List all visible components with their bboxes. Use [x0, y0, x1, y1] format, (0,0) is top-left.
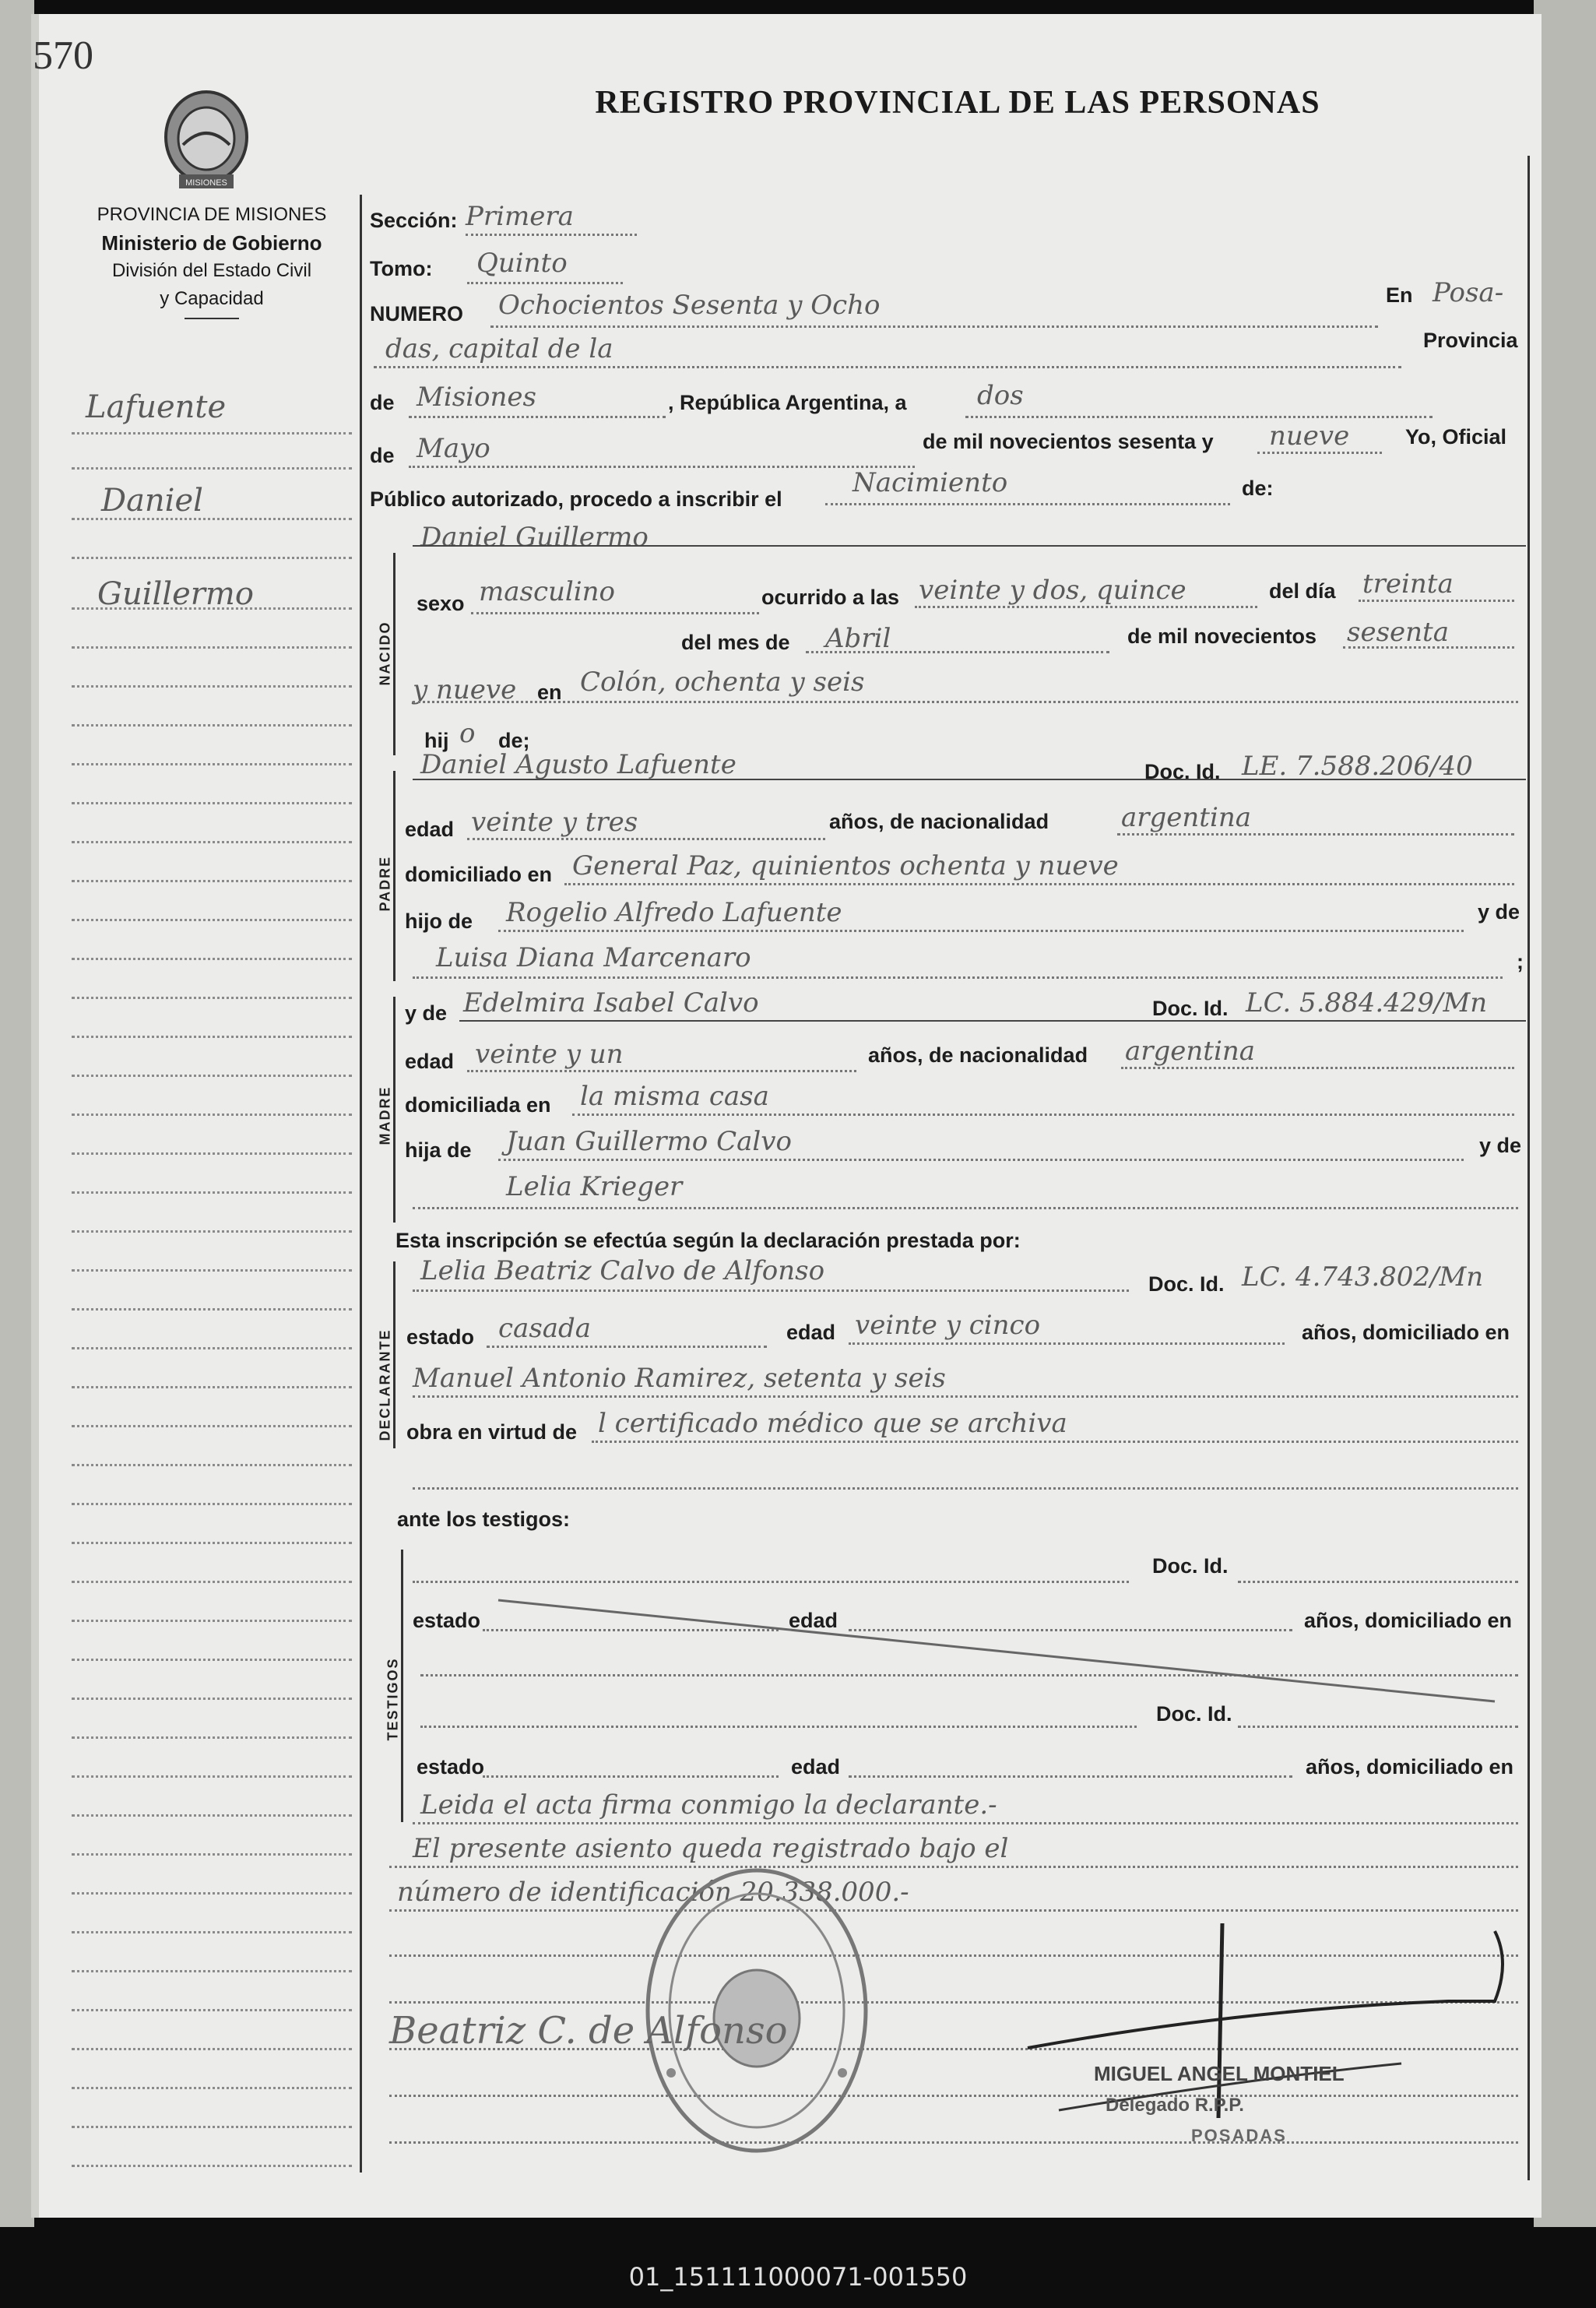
- margin-surname: Lafuente: [86, 389, 227, 425]
- field-line: [1359, 600, 1514, 602]
- field-line: [413, 1395, 1518, 1398]
- declarante-name: Lelia Beatriz Calvo de Alfonso: [420, 1255, 825, 1286]
- field-line: [389, 1909, 1518, 1912]
- en-value: Posa-: [1433, 277, 1504, 308]
- declarante-obra-label: obra en virtud de: [406, 1420, 578, 1444]
- madre-doc-value: LC. 5.884.429/Mn: [1246, 987, 1488, 1019]
- official-name: MIGUEL ANGEL MONTIEL: [1094, 2062, 1345, 2085]
- field-line: [413, 976, 1503, 979]
- lugar-value: Colón, ochenta y seis: [580, 667, 865, 698]
- testigos-side-label: TESTIGOS: [385, 1657, 401, 1741]
- issuer-ministry: Ministerio de Gobierno: [101, 231, 322, 255]
- republica-label: , República Argentina, a: [668, 391, 907, 414]
- margin-line: [72, 1698, 352, 1700]
- testigo2-estado-label: estado: [417, 1755, 485, 1778]
- madre-y-de-label: y de: [405, 1001, 448, 1025]
- tomo-value: Quinto: [476, 248, 568, 279]
- hora-value: veinte y dos, quince: [919, 575, 1186, 606]
- field-line: [849, 1342, 1285, 1345]
- document-title: REGISTRO PROVINCIAL DE LAS PERSONAS: [595, 85, 1320, 121]
- margin-line: [72, 1581, 352, 1583]
- testigo2-edad-label: edad: [791, 1755, 841, 1778]
- declarante-dom-value: Manuel Antonio Ramirez, setenta y seis: [413, 1363, 946, 1394]
- declarante-dom-label: años, domiciliado en: [1302, 1321, 1510, 1344]
- page-edge: [1534, 0, 1596, 2227]
- padre-hijo-label: hijo de: [405, 909, 473, 933]
- field-line: [420, 1726, 1137, 1728]
- field-line: [487, 1346, 767, 1348]
- field-line: [413, 1487, 1518, 1490]
- field-line: [466, 234, 637, 236]
- margin-line: [72, 1152, 352, 1155]
- closing-line-3: número de identificación 20.338.000.-: [397, 1877, 909, 1908]
- margin-line: [72, 1814, 352, 1817]
- declarante-estado-value: casada: [498, 1313, 592, 1344]
- field-line: [572, 1114, 1514, 1116]
- section-rule: [413, 545, 1526, 547]
- margin-line: [72, 2165, 352, 2167]
- field-line: [849, 1775, 1292, 1778]
- issuer-province: PROVINCIA DE MISIONES: [97, 204, 327, 225]
- image-code: 01_151111000071-001550: [628, 2262, 968, 2292]
- margin-line: [72, 1464, 352, 1466]
- margin-line: [72, 2009, 352, 2011]
- declarante-doc-value: LC. 4.743.802/Mn: [1242, 1261, 1484, 1293]
- declarante-intro: Esta inscripción se efectúa según la declaración prestada por:: [395, 1229, 1021, 1252]
- testigo1-doc-label: Doc. Id.: [1152, 1554, 1229, 1578]
- margin-line: [72, 802, 352, 804]
- en-label: En: [1386, 283, 1413, 307]
- field-line: [467, 838, 825, 840]
- hij-de-label: de;: [498, 729, 530, 752]
- issuer-block: [72, 201, 352, 319]
- field-line: [483, 1775, 779, 1778]
- margin-line: [72, 1347, 352, 1349]
- padre-dom-value: General Paz, quinientos ochenta y nueve: [572, 850, 1119, 881]
- madre-nac-label: años, de nacionalidad: [868, 1043, 1088, 1067]
- closing-line-1: Leida el acta firma conmigo la declarante.-: [420, 1789, 997, 1821]
- margin-line: [72, 2048, 352, 2050]
- field-line: [490, 325, 1378, 328]
- de-label: de: [370, 444, 395, 467]
- dia-value: treinta: [1362, 568, 1454, 600]
- nacido-name: Daniel Guillermo: [420, 522, 649, 553]
- margin-line: [72, 2126, 352, 2128]
- mes-value: Mayo: [417, 433, 490, 464]
- hij-value: o: [459, 718, 476, 749]
- declarante-estado-label: estado: [406, 1325, 475, 1349]
- margin-line: [72, 1931, 352, 1933]
- margin-middle-name: Guillermo: [97, 576, 254, 612]
- margin-line: [72, 557, 352, 559]
- margin-line: [72, 1075, 352, 1077]
- margin-line: [72, 958, 352, 960]
- ocurrido-label: ocurrido a las: [761, 586, 900, 609]
- padre-y-de-label: y de: [1478, 900, 1520, 924]
- official-city: POSADAS: [1191, 2126, 1287, 2145]
- padre-doc-label: Doc. Id.: [1144, 760, 1221, 783]
- testigo1-dom-label: años, domiciliado en: [1304, 1609, 1513, 1632]
- field-line: [1257, 452, 1382, 454]
- field-line: [409, 416, 666, 418]
- margin-line: [72, 1308, 352, 1311]
- nacido-side-label: NACIDO: [377, 621, 393, 686]
- numero-value: Ochocientos Sesenta y Ocho: [498, 290, 881, 321]
- book-spine: [0, 0, 34, 2227]
- field-line: [498, 930, 1464, 932]
- margin-line: [72, 646, 352, 649]
- margin-line: [72, 1230, 352, 1233]
- anio-label: de mil novecientos: [1127, 624, 1317, 648]
- madre-dom-value: la misma casa: [580, 1081, 769, 1112]
- field-line: [825, 503, 1230, 505]
- madre-edad-value: veinte y un: [475, 1039, 624, 1070]
- sexo-label: sexo: [417, 592, 465, 615]
- field-line: [409, 466, 915, 468]
- margin-line: [72, 1892, 352, 1895]
- padre-hijo-value: Rogelio Alfredo Lafuente: [506, 897, 842, 928]
- margin-line: [72, 1425, 352, 1427]
- hij-label: hij: [424, 729, 449, 752]
- declarant-signature: Beatriz C. de Alfonso: [389, 2009, 788, 2053]
- seccion-value: Primera: [466, 201, 574, 232]
- margin-line: [72, 1775, 352, 1778]
- field-line: [389, 1866, 1518, 1868]
- field-line: [413, 1289, 1129, 1292]
- del-dia-label: del día: [1269, 579, 1336, 603]
- margin-line: [72, 467, 352, 470]
- field-line: [806, 651, 1109, 653]
- margin-line: [72, 1853, 352, 1856]
- field-line: [413, 1581, 1129, 1583]
- declarante-edad-label: edad: [786, 1321, 836, 1344]
- field-line: [413, 1822, 1518, 1824]
- acto-value: Nacimiento: [852, 467, 1008, 498]
- declarante-side-label: DECLARANTE: [377, 1328, 393, 1441]
- field-line: [965, 416, 1433, 418]
- madre-y-de2-label: y de: [1479, 1134, 1522, 1157]
- margin-line: [72, 1620, 352, 1622]
- field-line: [413, 1207, 1518, 1209]
- padre-name: Daniel Agusto Lafuente: [420, 749, 736, 780]
- margin-line: [72, 1114, 352, 1116]
- official-signature-icon: [1012, 1916, 1510, 2141]
- provincia-value: Misiones: [417, 382, 536, 413]
- de-colon: de:: [1242, 477, 1274, 500]
- field-line: [498, 1159, 1464, 1161]
- testigo1-estado-label: estado: [413, 1609, 481, 1632]
- margin-line: [72, 1386, 352, 1388]
- field-line: [374, 366, 1401, 368]
- field-line: [467, 282, 623, 284]
- padre-dom-label: domiciliado en: [405, 863, 553, 886]
- padre-side-label: PADRE: [377, 855, 393, 912]
- en-label: en: [537, 681, 562, 704]
- margin-line: [72, 724, 352, 727]
- field-line: [471, 612, 759, 614]
- padre-semicolon: ;: [1517, 950, 1524, 973]
- madre-doc-label: Doc. Id.: [1152, 997, 1229, 1020]
- field-line: [1343, 646, 1514, 649]
- madre-madre-value: Lelia Krieger: [506, 1171, 683, 1202]
- madre-hija-value: Juan Guillermo Calvo: [506, 1126, 792, 1157]
- margin-line: [72, 997, 352, 999]
- numero-label: NUMERO: [370, 302, 463, 325]
- field-line: [389, 2141, 1518, 2144]
- margin-line: [72, 1503, 352, 1505]
- nacido-mes-value: Abril: [825, 623, 891, 654]
- anio-value-cont: y nueve: [413, 674, 517, 705]
- issuer-capacity: y Capacidad: [160, 288, 264, 309]
- provincia-label: Provincia: [1423, 329, 1518, 352]
- official-role: Delegado R.P.P.: [1106, 2095, 1244, 2116]
- declarante-doc-label: Doc. Id.: [1148, 1272, 1225, 1296]
- madre-nac-value: argentina: [1125, 1036, 1256, 1067]
- page-number: 570: [33, 33, 93, 78]
- field-line: [467, 1070, 856, 1072]
- field-line: [413, 701, 1518, 703]
- declarante-obra-value: l certificado médico que se archiva: [598, 1408, 1067, 1439]
- issuer-divider: [185, 318, 239, 319]
- madre-hija-label: hija de: [405, 1138, 472, 1162]
- madre-edad-label: edad: [405, 1050, 455, 1073]
- field-line: [564, 883, 1514, 885]
- margin-line: [72, 685, 352, 688]
- cancel-strike-line: [490, 1596, 1503, 1705]
- closing-line-2: El presente asiento queda registrado bajo el: [413, 1833, 1009, 1864]
- field-line: [1117, 833, 1514, 836]
- margin-first-name: Daniel: [101, 483, 203, 519]
- province-crest-icon: [156, 83, 257, 199]
- margin-line: [72, 1269, 352, 1272]
- testigo2-doc-label: Doc. Id.: [1156, 1702, 1232, 1726]
- madre-dom-label: domiciliada en: [405, 1093, 551, 1117]
- year-value: nueve: [1269, 420, 1350, 452]
- mes-label: del mes de: [681, 631, 790, 654]
- ante-testigos-label: ante los testigos:: [397, 1508, 571, 1531]
- padre-edad-value: veinte y tres: [471, 807, 638, 838]
- right-rule: [1527, 156, 1530, 2180]
- testigo2-dom-label: años, domiciliado en: [1306, 1755, 1514, 1778]
- padre-nac-label: años, de nacionalidad: [829, 810, 1049, 833]
- day-value: dos: [977, 380, 1024, 411]
- sexo-value: masculino: [479, 576, 616, 607]
- margin-rule: [360, 195, 362, 2173]
- declarante-edad-value: veinte y cinco: [855, 1310, 1041, 1341]
- field-line: [1238, 1726, 1518, 1728]
- margin-line: [72, 1036, 352, 1038]
- padre-madre-value: Luisa Diana Marcenaro: [436, 942, 751, 973]
- madre-name: Edelmira Isabel Calvo: [463, 987, 759, 1019]
- padre-edad-label: edad: [405, 818, 455, 841]
- madre-side-label: MADRE: [377, 1085, 393, 1145]
- margin-line: [72, 1736, 352, 1739]
- margin-line: [72, 1659, 352, 1661]
- margin-line: [72, 763, 352, 765]
- field-line: [1238, 1581, 1518, 1583]
- margin-line: [72, 432, 352, 435]
- field-line: [915, 606, 1257, 608]
- seccion-label: Sección:: [370, 209, 458, 232]
- field-line: [1121, 1067, 1514, 1069]
- tomo-label: Tomo:: [370, 257, 433, 280]
- anio-value: sesenta: [1347, 617, 1449, 648]
- margin-line: [72, 919, 352, 921]
- crest-text: MISIONES: [185, 178, 227, 188]
- margin-line: [72, 841, 352, 843]
- margin-line: [72, 1542, 352, 1544]
- margin-line: [72, 1191, 352, 1194]
- place-value: das, capital de la: [385, 333, 613, 364]
- de-label: de: [370, 391, 395, 414]
- publico-label: Público autorizado, procedo a inscribir el: [370, 487, 782, 511]
- field-line: [592, 1441, 1518, 1443]
- section-rule: [459, 1020, 1526, 1022]
- issuer-division: División del Estado Civil: [111, 260, 312, 281]
- oficial-label: Yo, Oficial: [1405, 425, 1507, 449]
- margin-line: [72, 880, 352, 882]
- padre-doc-value: LE. 7.588.206/40: [1242, 751, 1473, 782]
- year-label: de mil novecientos sesenta y: [923, 430, 1214, 453]
- padre-nac-value: argentina: [1121, 802, 1252, 833]
- margin-line: [72, 2087, 352, 2089]
- testigo1-edad-label: edad: [789, 1609, 838, 1632]
- margin-line: [72, 1970, 352, 1972]
